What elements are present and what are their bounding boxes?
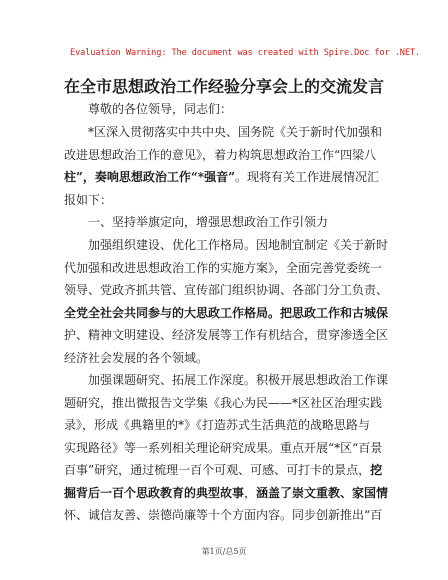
paragraph-line [64, 459, 394, 482]
paragraph-line [64, 482, 394, 505]
paragraph-line [64, 392, 394, 415]
bold-text-segment: 全党全社会共同参与的大思政工作格局。把思政工作和古城保 [64, 305, 389, 320]
text-segment: 报如下： [64, 192, 113, 207]
paragraph-line [64, 257, 394, 280]
paragraph-line [64, 437, 394, 460]
greeting-line: 尊敬的各位领导，同志们： [88, 102, 233, 116]
intro-paragraph [64, 121, 394, 211]
text-segment: *区深入贯彻落实中共中央、国务院《关于新时代加强和 [88, 125, 383, 139]
paragraph-line [64, 144, 394, 167]
text-segment: 怀、诚信友善、崇德尚廉等十个方面内容。同步创新推出“百 [64, 508, 383, 522]
text-segment: 实现路径》等一系列相关理论研究成果。重点开展“*区“百景 [64, 440, 383, 455]
organization-paragraph [64, 234, 394, 369]
text-segment: 题研究，推出微报告文学集《我心为民——*区社区治理实践 [64, 395, 383, 410]
text-segment: 改进思想政治工作的意见》，着力构筑思想政治工作“四梁八 [64, 147, 377, 162]
text-segment: 。现将有关工作进展情况汇 [234, 170, 379, 184]
greeting-paragraph [64, 98, 394, 121]
paragraph-line [64, 234, 394, 257]
page-footer: 第1页/总5页 [201, 547, 247, 556]
paragraph-line [64, 166, 394, 189]
text-segment: 护、精神文明建设、经济发展等工作有机结合，贯穿渗透全区 [64, 328, 389, 342]
text-segment: 经济社会发展的各个领域。 [64, 350, 209, 365]
bold-text-segment: 柱”，奏响思想政治工作“*强音” [64, 170, 235, 184]
section-heading-1 [64, 211, 394, 234]
paragraph-line [64, 324, 394, 347]
paragraph-line [64, 121, 394, 144]
text-segment: 加强组织建设、优化工作格局。因地制宜制定《关于新时 [88, 238, 389, 252]
paragraph-line [64, 302, 394, 325]
text-segment: 加强课题研究、拓展工作深度。积极开展思想政治工作课 [88, 373, 389, 387]
bold-text-segment: 挖 [370, 463, 383, 477]
text-segment: 百事”研究，通过梳理一百个可观、可感、可打卡的景点， [64, 463, 371, 477]
paragraph-line [64, 347, 394, 370]
text-segment: ， [244, 485, 257, 500]
research-paragraph [64, 369, 394, 527]
text-segment: 领导、党政齐抓共管、宣传部门组织协调、各部门分工负责、 [64, 283, 389, 297]
bold-text-segment: 涵盖了崇文重教、家国情 [256, 485, 389, 500]
paragraph-line [64, 369, 394, 392]
paragraph-line [64, 189, 394, 212]
paragraph-line [64, 279, 394, 302]
text-segment: 录》，形成《典籍里的*》《打造苏式生活典范的战略思路与 [64, 418, 371, 432]
text-segment: 代加强和改进思想政治工作的实施方案》，全面完善党委统一 [64, 260, 383, 275]
document-title: 在全市思想政治工作经验分享会上的交流发言 [63, 77, 384, 96]
section-heading-text: 一、坚持举旗定向，增强思想政治工作引领力 [88, 215, 329, 229]
bold-text-segment: 掘背后一百个思政教育的典型故事 [64, 485, 245, 500]
evaluation-warning: Evaluation Warning: The document was created with Spire.Doc for .NET. [70, 48, 421, 58]
paragraph-line [64, 414, 394, 437]
paragraph-line [64, 504, 394, 527]
